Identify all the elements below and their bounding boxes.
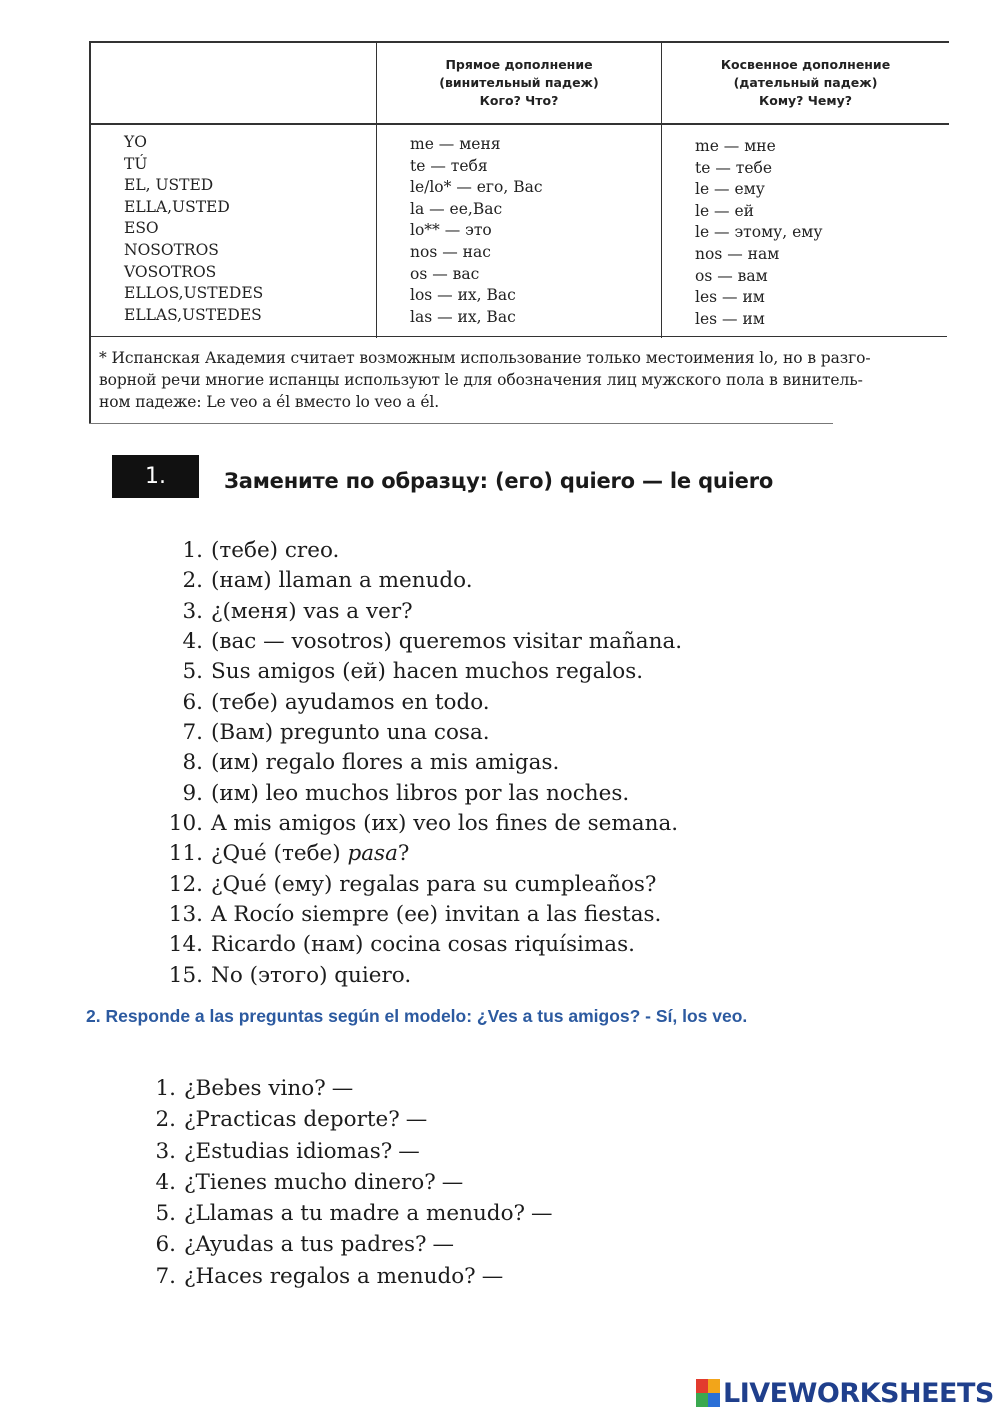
item-text: A Rocío siempre (ее) invitan a las fiestas. xyxy=(211,902,662,928)
item-number: 8. xyxy=(182,750,203,776)
exercise2-title: 2. Responde a las preguntas según el modelo: ¿Ves a tus amigos? - Sí, los veo. xyxy=(86,1006,748,1026)
list-item xyxy=(160,657,682,687)
header-direct-object xyxy=(377,42,662,124)
list-item xyxy=(140,1198,553,1229)
item-number: 2. xyxy=(155,1107,176,1133)
item-number: 11. xyxy=(168,841,203,867)
item-text: ¿(меня) vas a ver? xyxy=(211,598,413,624)
direct-object-pronoun: la — ее,Вас xyxy=(410,199,503,218)
direct-object-pronoun: os — вас xyxy=(410,264,480,283)
item-text: (им) leo muchos libros por las noches. xyxy=(211,780,630,806)
logo-square xyxy=(696,1393,708,1407)
answer-dash: — xyxy=(531,1201,553,1227)
list-item xyxy=(160,627,682,657)
item-number: 13. xyxy=(168,902,203,928)
footnote-line: ном падеже: Le veo a él вместо lo veo a él. xyxy=(99,393,440,411)
list-item xyxy=(160,597,682,627)
list-item xyxy=(140,1229,553,1260)
item-text: (тебе) ayudamos en todo. xyxy=(211,689,490,715)
indirect-object-cell xyxy=(662,124,950,338)
subject-pronoun: TÚ xyxy=(124,154,148,173)
header-indirect-line2: (дательный падеж) xyxy=(733,75,878,90)
direct-object-pronoun: nos — нас xyxy=(410,242,491,261)
list-item xyxy=(140,1136,553,1167)
indirect-object-pronoun: nos — нам xyxy=(695,244,780,263)
direct-object-pronoun: los — их, Вас xyxy=(410,286,516,305)
item-number: 6. xyxy=(155,1232,176,1258)
list-item xyxy=(160,900,682,930)
item-number: 1. xyxy=(155,1076,176,1101)
indirect-object-pronoun: les — им xyxy=(695,309,765,328)
subject-pronoun: VOSOTROS xyxy=(124,262,217,281)
indirect-object-pronoun: le — этому, ему xyxy=(695,223,823,242)
exercise2-list xyxy=(140,1073,553,1292)
item-number: 15. xyxy=(168,962,203,988)
header-indirect-line3: Кому? Чему? xyxy=(759,93,852,108)
list-item xyxy=(160,961,682,991)
item-text: (Вам) pregunto una cosa. xyxy=(211,720,490,746)
direct-object-pronoun: me — меня xyxy=(410,135,501,153)
answer-dash: — xyxy=(441,1169,464,1195)
item-text: (им) regalo flores a mis amigas. xyxy=(211,750,560,776)
item-number: 3. xyxy=(182,598,203,624)
list-item xyxy=(160,536,682,566)
pronoun-table xyxy=(89,41,949,338)
logo-text: LIVEWORKSHEETS xyxy=(723,1377,994,1409)
list-item xyxy=(140,1167,553,1198)
item-number: 1. xyxy=(182,538,203,563)
item-number: 6. xyxy=(182,689,203,715)
table-footnote xyxy=(99,347,949,413)
item-number: 12. xyxy=(168,871,203,897)
list-item xyxy=(140,1073,553,1104)
item-number: 7. xyxy=(155,1263,176,1289)
item-text: Sus amigos (ей) hacen muchos regalos. xyxy=(211,659,644,685)
logo-square xyxy=(696,1379,708,1393)
direct-object-pronoun: le/lo* — его, Вас xyxy=(410,178,543,197)
subjects-cell xyxy=(90,124,377,338)
item-text: ¿Llamas a tu madre a menudo? xyxy=(184,1201,526,1227)
indirect-object-pronoun: le — ему xyxy=(695,180,765,199)
item-number: 14. xyxy=(168,932,203,958)
list-item xyxy=(160,779,682,809)
item-text: ¿Qué (тебе) pasa? xyxy=(211,841,410,867)
exercise1-list xyxy=(160,536,682,991)
list-item xyxy=(160,839,682,869)
answer-dash: — xyxy=(405,1107,428,1133)
list-item xyxy=(160,748,682,778)
item-text: ¿Bebes vino? xyxy=(184,1076,326,1101)
item-text: (тебе) creo. xyxy=(211,538,340,563)
item-text: ¿Qué (ему) regalas para su cumpleaños? xyxy=(211,871,657,897)
list-item xyxy=(160,688,682,718)
table-body-row xyxy=(90,124,949,338)
exercise1-title: Замените по образцу: (его) quiero — le quiero xyxy=(224,469,774,493)
liveworksheets-logo-icon xyxy=(696,1379,720,1407)
item-number: 9. xyxy=(182,780,203,806)
header-direct-line1: Прямое дополнение xyxy=(445,57,593,72)
subject-pronoun: EL, USTED xyxy=(124,176,214,195)
header-direct-line2: (винительный падеж) xyxy=(439,75,599,90)
footnote-line: * Испанская Академия считает возможным использование только местоимения lo, но в разго- xyxy=(99,349,871,367)
list-item xyxy=(160,566,682,596)
list-item xyxy=(160,870,682,900)
exercise-number-badge: 1. xyxy=(112,455,199,498)
subject-pronoun: ESO xyxy=(124,219,159,238)
item-text: (нам) llaman a menudo. xyxy=(211,568,473,594)
item-text: ¿Estudias idiomas? xyxy=(184,1138,393,1164)
item-number: 7. xyxy=(182,720,203,746)
indirect-object-pronoun: te — тебе xyxy=(695,158,773,177)
item-number: 3. xyxy=(155,1138,176,1164)
item-text: ¿Haces regalos a menudo? xyxy=(184,1263,476,1289)
list-item xyxy=(160,930,682,960)
header-empty-cell xyxy=(90,42,377,124)
list-item xyxy=(160,809,682,839)
item-number: 5. xyxy=(182,659,203,685)
list-item xyxy=(140,1104,553,1135)
item-text: ¿Tienes mucho dinero? xyxy=(184,1169,436,1195)
list-item xyxy=(160,718,682,748)
subject-pronoun: ELLAS,USTEDES xyxy=(124,305,262,324)
item-number: 4. xyxy=(182,629,203,655)
direct-object-pronoun: te — тебя xyxy=(410,156,488,175)
item-text: ¿Ayudas a tus padres? xyxy=(184,1232,427,1258)
subject-pronoun: YO xyxy=(124,133,147,151)
header-indirect-line1: Косвенное дополнение xyxy=(720,57,891,72)
direct-object-pronoun: las — их, Вас xyxy=(410,307,516,326)
answer-dash: — xyxy=(481,1263,504,1289)
table-header-row xyxy=(90,42,949,124)
subject-pronoun: ELLOS,USTEDES xyxy=(124,284,264,303)
item-text: Ricardo (нам) cocina cosas riquísimas. xyxy=(211,932,635,958)
header-direct-line3: Кого? Что? xyxy=(479,93,559,108)
subject-pronoun: ELLA,USTED xyxy=(124,197,230,216)
direct-object-pronoun: lo** — это xyxy=(410,221,492,240)
liveworksheets-logo xyxy=(696,1376,994,1410)
item-number: 2. xyxy=(182,568,203,594)
answer-dash: — xyxy=(432,1232,455,1258)
answer-dash: — xyxy=(331,1076,354,1101)
answer-dash: — xyxy=(398,1138,420,1164)
list-item xyxy=(140,1261,553,1292)
divider xyxy=(89,423,833,424)
indirect-object-pronoun: os — вам xyxy=(695,266,768,285)
indirect-object-pronoun: les — им xyxy=(695,288,765,307)
item-number: 5. xyxy=(155,1201,176,1227)
indirect-object-pronoun: le — ей xyxy=(695,201,754,220)
logo-square xyxy=(708,1393,720,1407)
item-text: (вас — vosotros) queremos visitar mañana. xyxy=(211,629,683,655)
item-number: 10. xyxy=(168,811,203,837)
indirect-object-pronoun: me — мне xyxy=(695,137,776,155)
logo-square xyxy=(708,1379,720,1393)
footnote-line: ворной речи многие испанцы используют le для обозначения лиц мужского пола в винитель- xyxy=(99,371,863,389)
direct-object-cell xyxy=(377,124,662,338)
item-text: A mis amigos (их) veo los fines de semana. xyxy=(211,811,679,837)
item-text: ¿Practicas deporte? xyxy=(184,1107,400,1133)
item-number: 4. xyxy=(155,1169,176,1195)
subject-pronoun: NOSOTROS xyxy=(124,240,219,259)
header-indirect-object xyxy=(662,42,950,124)
item-text: No (этого) quiero. xyxy=(211,962,412,988)
